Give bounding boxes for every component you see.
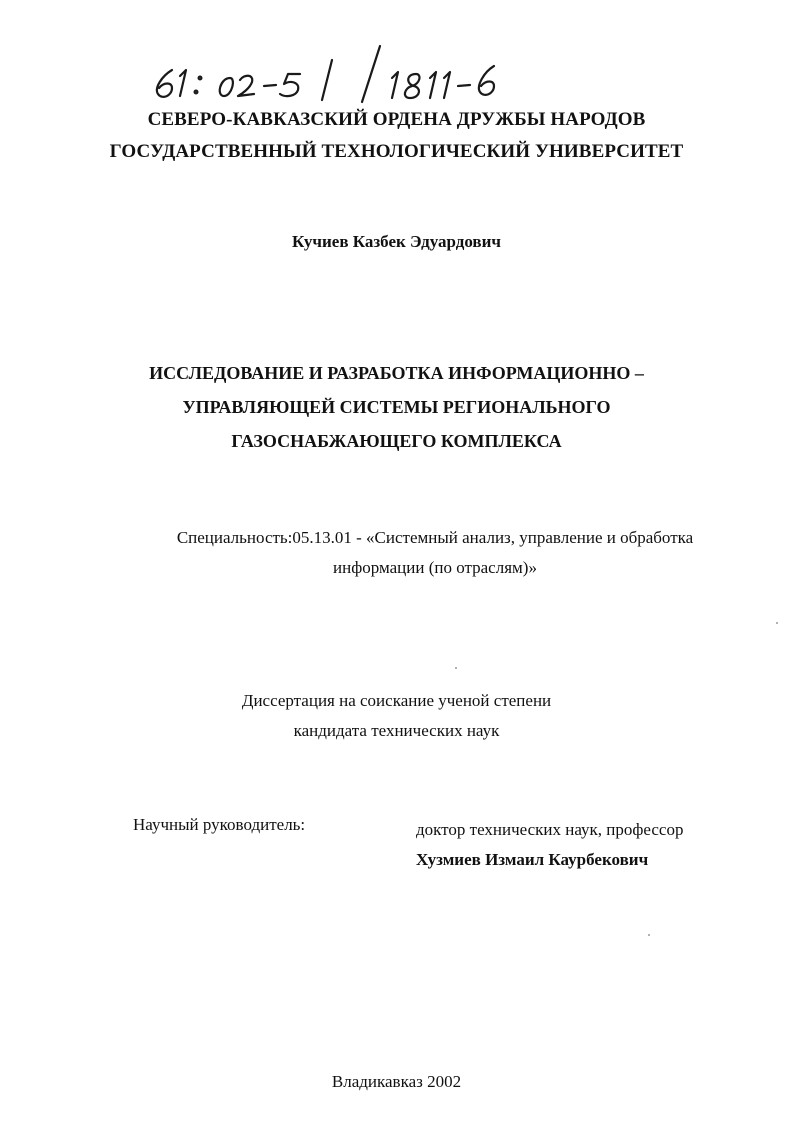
specialty-line-2: информации (по отраслям)» (333, 558, 537, 577)
degree-line-1: Диссертация на соискание ученой степени (241, 691, 552, 710)
dissertation-title (0, 356, 793, 458)
title-line-2: УПРАВЛЯЮЩЕЙ СИСТЕМЫ РЕГИОНАЛЬНОГО (182, 397, 611, 417)
university-name (0, 104, 793, 168)
scan-speck (776, 622, 778, 624)
university-line-2: ГОСУДАРСТВЕННЫЙ ТЕХНОЛОГИЧЕСКИЙ УНИВЕРСИТЕТ (109, 141, 684, 162)
title-line-3: ГАЗОСНАБЖАЮЩЕГО КОМПЛЕКСА (231, 431, 562, 451)
scan-speck (648, 934, 650, 936)
scan-speck (455, 667, 457, 669)
handwriting-scribble (150, 40, 550, 110)
degree-text (0, 686, 793, 746)
author-name: Кучиев Казбек Эдуардович (291, 232, 501, 251)
handwritten-catalog-number (150, 40, 550, 110)
supervisor-label: Научный руководитель: (133, 815, 306, 834)
degree-line-2: кандидата технических наук (293, 721, 500, 740)
specialty-text (130, 523, 740, 583)
title-line-1: ИССЛЕДОВАНИЕ И РАЗРАБОТКА ИНФОРМАЦИОННО – (149, 363, 644, 383)
university-line-1: СЕВЕРО-КАВКАЗСКИЙ ОРДЕНА ДРУЖБЫ НАРОДОВ (147, 109, 646, 130)
supervisor-rank: доктор технических наук, профессор (416, 820, 684, 839)
city-year: Владикавказ 2002 (331, 1072, 462, 1091)
supervisor-info (416, 815, 683, 875)
supervisor-name: Хузмиев Измаил Каурбекович (416, 850, 649, 869)
specialty-line-1: Специальность:05.13.01 - «Системный анализ, управление и обработка (176, 528, 694, 547)
